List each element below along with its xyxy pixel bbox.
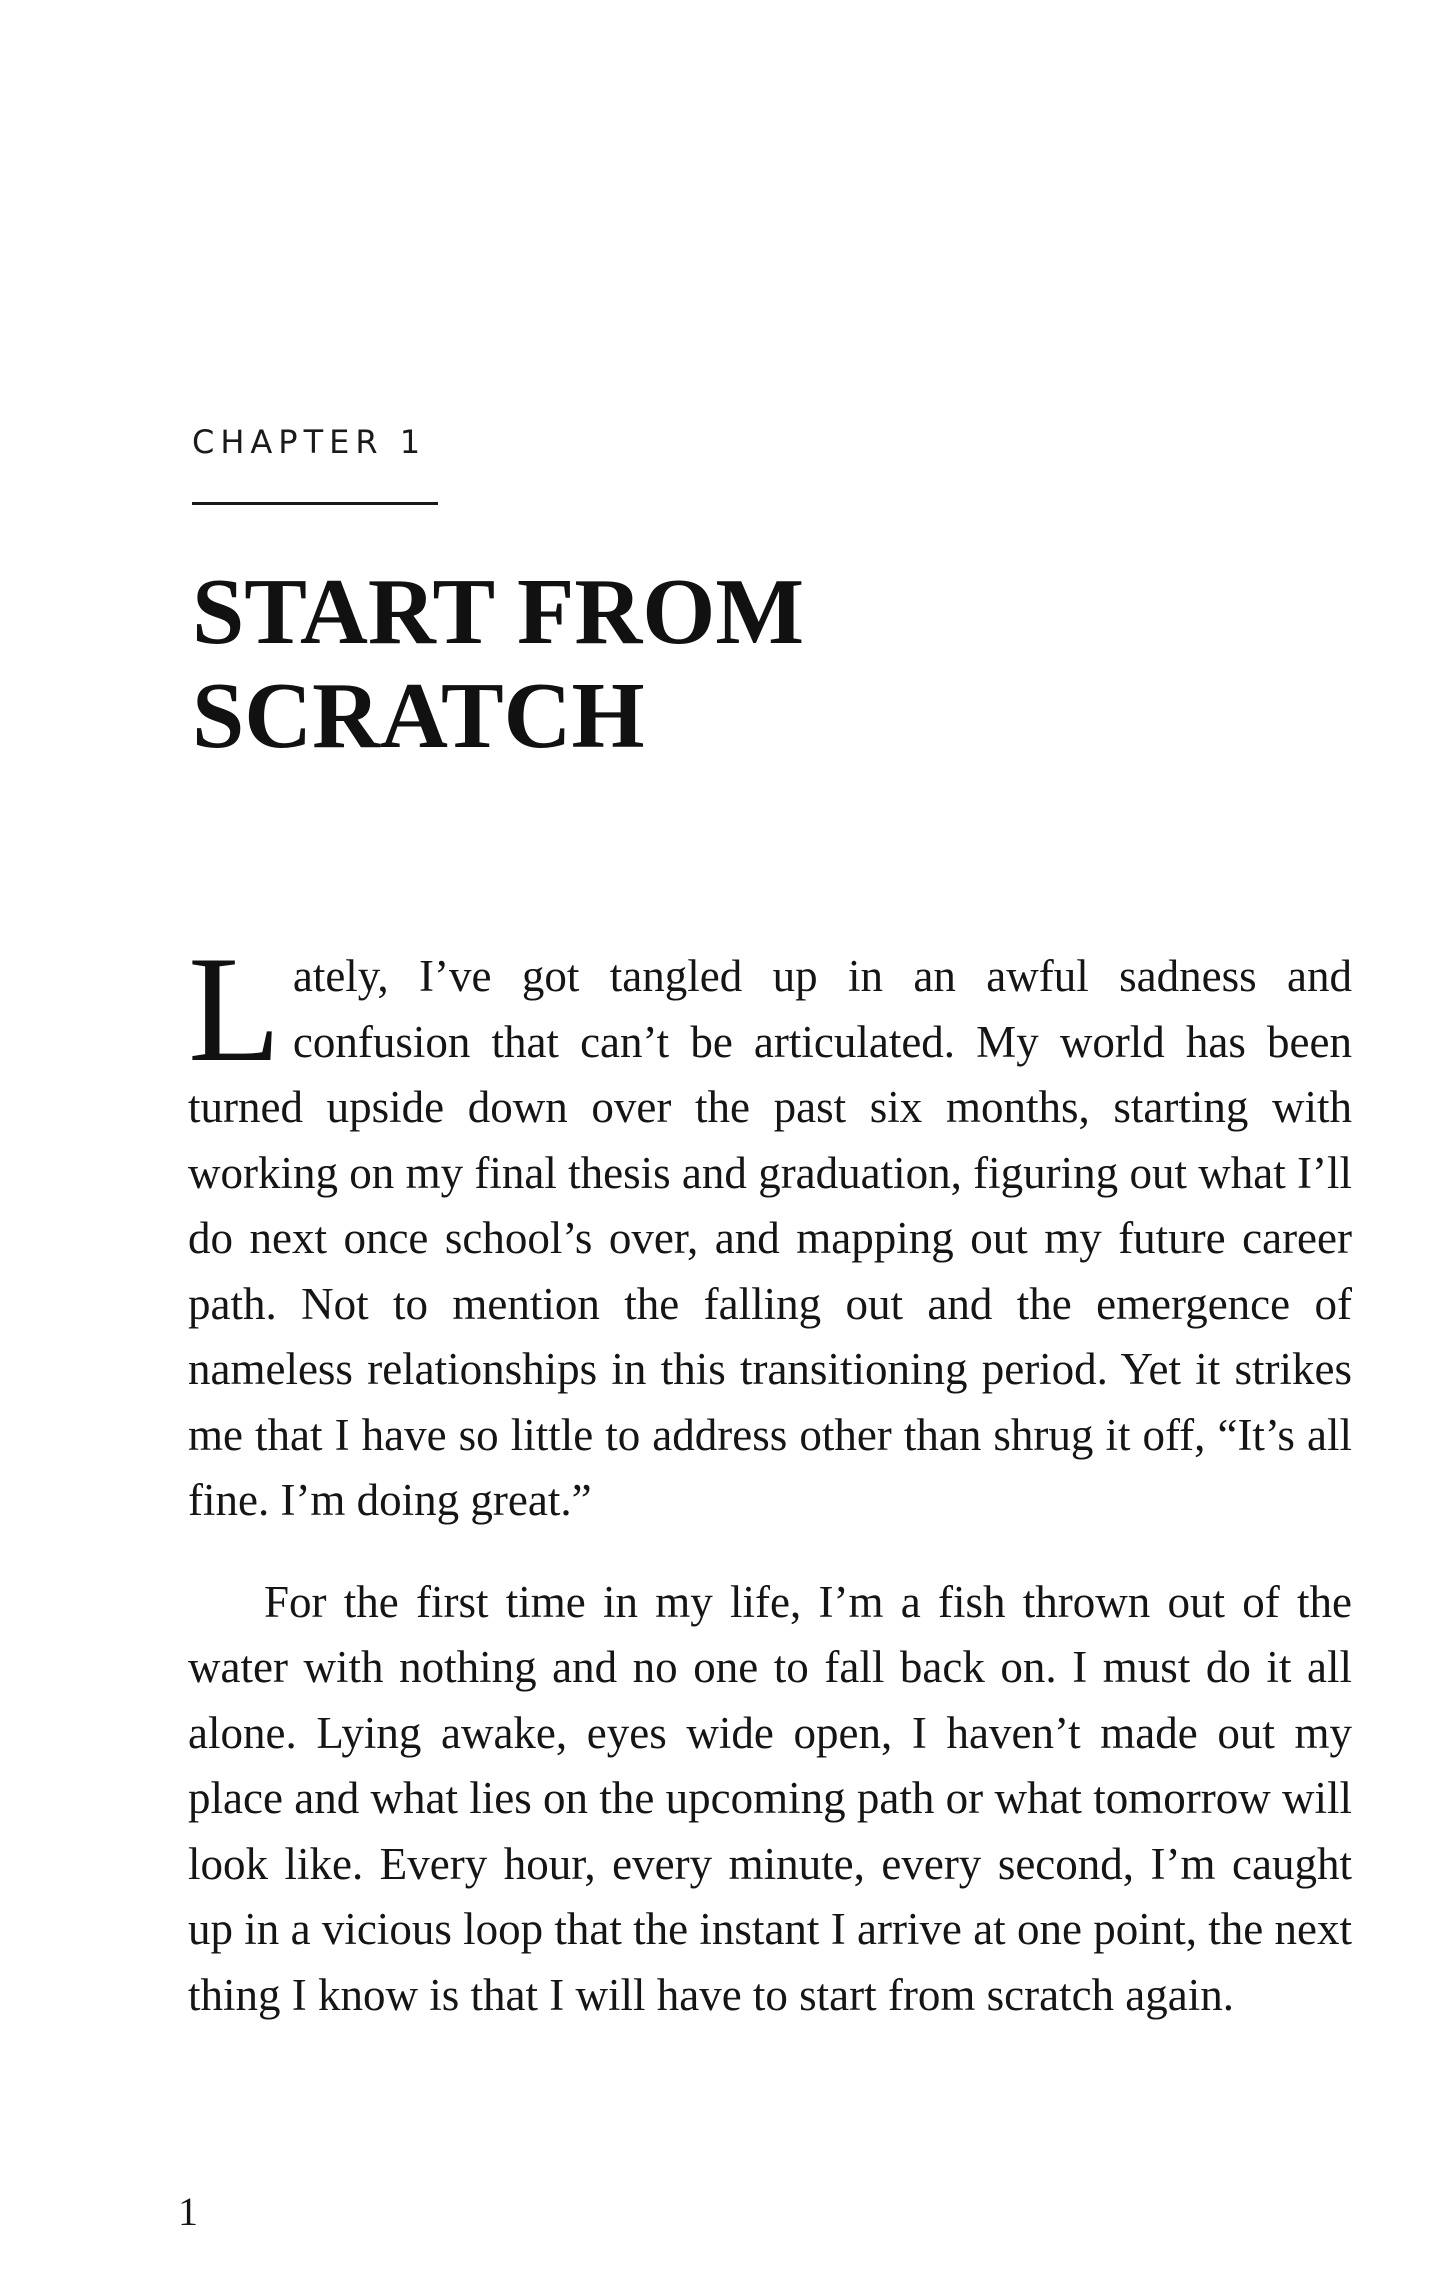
- chapter-title-line-2: SCRATCH: [192, 664, 645, 768]
- chapter-label: CHAPTER 1: [192, 423, 427, 461]
- paragraph-2: For the first time in my life, I’m a fish thrown out of the water with nothing and no one to fall back on. I must do it all alone. Lying awake, eyes wide open, I haven’t made out my place and what lies on the upcoming path or what tomorrow will look like. Every hour, every minute, every second, I’m caught up in a vicious loop that the instant I arrive at one point, the next thing I know is that I will have to start from scratch again.: [188, 1576, 1352, 2020]
- chapter-divider-rule: [192, 502, 438, 505]
- page-number: 1: [178, 2189, 198, 2234]
- chapter-body: [188, 925, 1352, 2028]
- paragraph-1: [188, 925, 1352, 1534]
- chapter-title-line-1: START FROM: [192, 560, 805, 664]
- chapter-title: [192, 560, 1292, 768]
- drop-cap: L: [188, 925, 281, 1093]
- paragraph-1-text: ately, I’ve got tangled up in an awful sadness and confusion that can’t be articulated. My world has been turned upside down over the past six months, starting with working on my final thesis and graduation, figuring out what I’ll do next once school’s over, and mapping out my future career path. Not to mention the falling out and the emergence of nameless relationships in this transitioning period. Yet it strikes me that I have so little to address other than shrug it off, “It’s all fine. I’m doing great.”: [188, 951, 1352, 1525]
